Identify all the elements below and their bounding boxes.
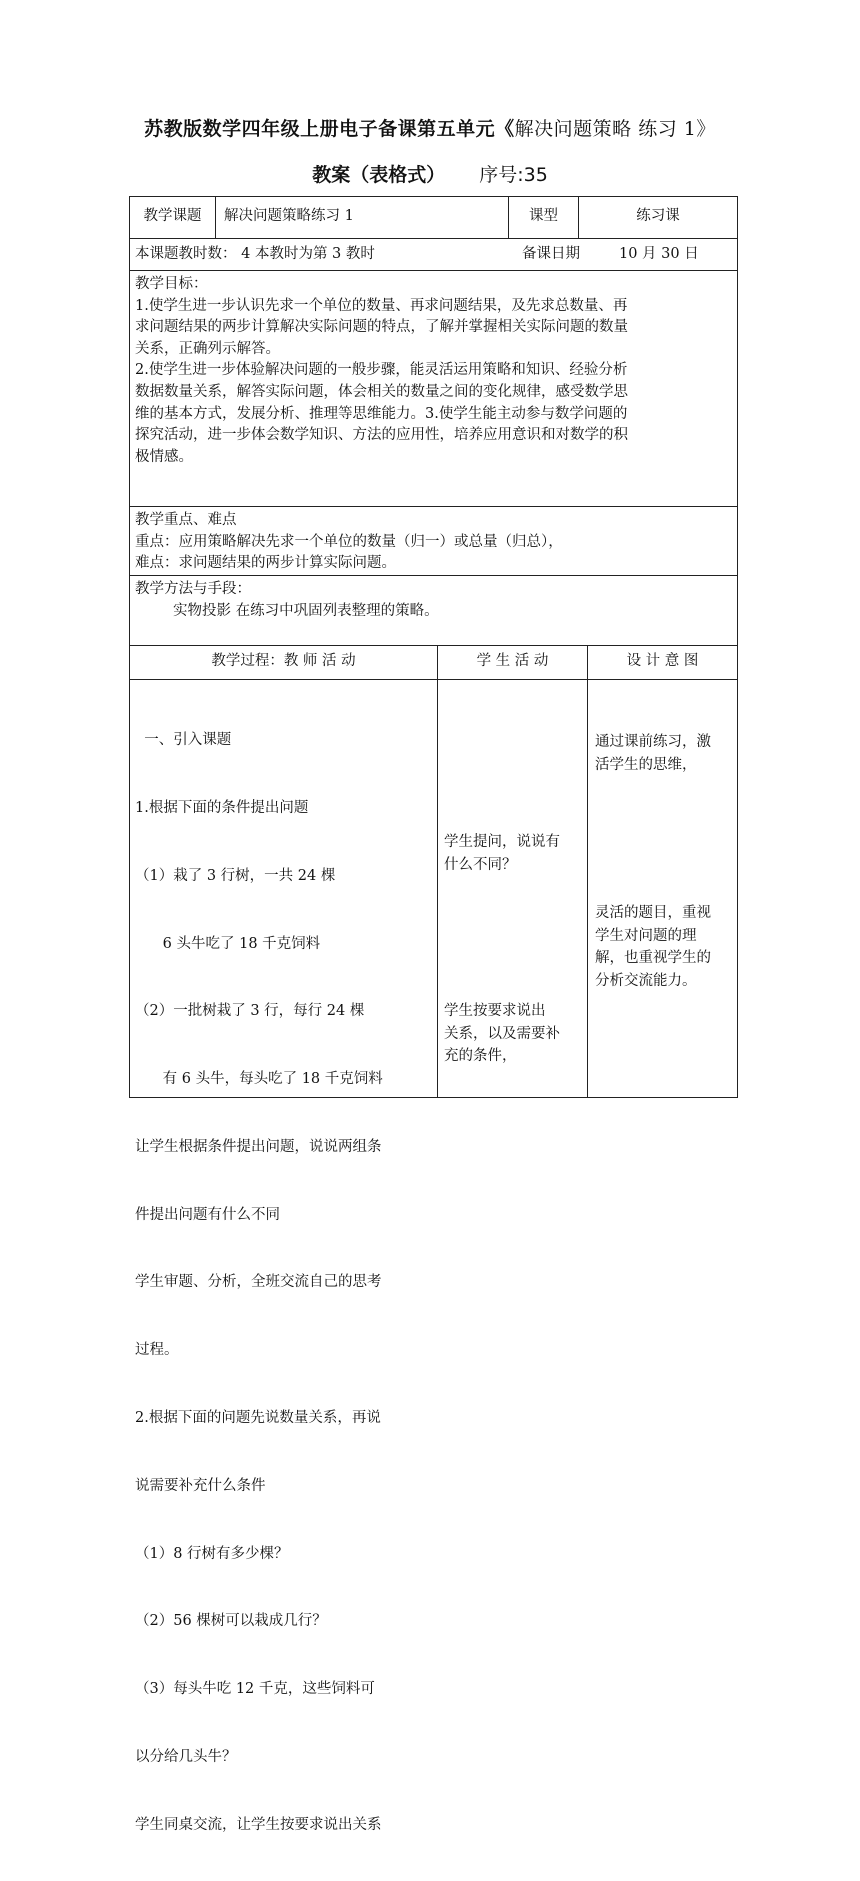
teacher-line: 说需要补充什么条件 (135, 1477, 266, 1494)
methods-line: 实物投影 在练习中巩固列表整理的策略。 (173, 602, 439, 619)
lesson-type-value: 练习课 (636, 208, 680, 224)
design-intent-block (595, 731, 711, 776)
key-points-section (135, 510, 563, 575)
teacher-line: （3）每头牛吃 12 千克，这些饲料可 (135, 1681, 375, 1698)
title-bold-part: 苏教版数学四年级上册电子备课第五单元《 (144, 118, 515, 140)
key-points-heading: 教学重点、难点 (135, 512, 237, 528)
design-line: 解，也重视学生的 (595, 950, 711, 967)
design-intent-block (595, 902, 711, 992)
column-divider (587, 645, 588, 1098)
objective-line: 数据数量关系，解答实际问题，体会相关的数量之间的变化规律，感受数学思 (135, 383, 628, 400)
row-divider (129, 679, 738, 680)
lesson-hours-info: 本课题教时数： 4 本教时为第 3 教时 (135, 246, 375, 262)
row-divider (129, 270, 738, 271)
row-divider (129, 506, 738, 507)
teacher-line: 2.根据下面的问题先说数量关系，再说 (135, 1410, 381, 1426)
objective-line: 极情感。 (135, 448, 193, 465)
document-title (0, 114, 860, 141)
student-line: 关系，以及需要补 (444, 1025, 560, 1042)
process-col-student-heading: 学 生 活 动 (476, 653, 549, 669)
label-prep-date: 备课日期 (522, 246, 580, 262)
student-activity-block (444, 1000, 560, 1068)
label-lesson-topic: 教学课题 (143, 208, 202, 224)
design-line: 灵活的题目，重视 (595, 905, 711, 921)
column-divider (215, 196, 216, 238)
design-line: 活学生的思维， (595, 756, 697, 773)
teacher-activities (135, 684, 383, 1881)
teacher-line: 一、引入课题 (135, 732, 232, 749)
teacher-line: （2）56 棵树可以栽成几行？ (135, 1613, 327, 1630)
objective-line: 1.使学生进一步认识先求一个单位的数量、再求问题结果，及先求总数量、再 (135, 297, 628, 314)
teacher-line: 有 6 头牛，每头吃了 18 千克饲料 (135, 1071, 383, 1088)
teacher-line: （2）一批树栽了 3 行，每行 24 棵 (135, 1003, 365, 1020)
teacher-line: 过程。 (135, 1342, 179, 1359)
objective-line: 探究活动，进一步体会数学知识、方法的应用性，培养应用意识和对数学的积 (135, 427, 628, 444)
prep-date-value: 10 月 30 日 (619, 246, 699, 262)
methods-heading: 教学方法与手段： (135, 581, 251, 597)
student-activity-block (444, 831, 560, 876)
row-divider (129, 238, 738, 239)
student-line: 学生提问，说说有 (444, 834, 560, 850)
objectives-heading: 教学目标： (135, 276, 208, 292)
teacher-line: 以分给几头牛？ (135, 1748, 237, 1765)
key-point-line: 重点：应用策略解决先求一个单位的数量（归一）或总量（归总）， (135, 533, 563, 550)
design-line: 学生对问题的理 (595, 927, 697, 944)
column-divider (437, 645, 438, 1098)
label-lesson-type: 课型 (529, 208, 558, 224)
lesson-topic-value: 解决问题策略练习 1 (224, 208, 354, 224)
student-line: 学生按要求说出 (444, 1003, 546, 1019)
objective-line: 求问题结果的两步计算解决实际问题的特点，了解并掌握相关实际问题的数量 (135, 319, 628, 336)
subtitle-serial-number: 序号:35 (479, 164, 548, 186)
row-divider (129, 575, 738, 576)
objective-line: 关系，正确列示解答。 (135, 340, 280, 357)
design-line: 通过课前练习，激 (595, 734, 711, 750)
document-subtitle (0, 160, 860, 187)
teacher-line: 6 头牛吃了 18 千克饲料 (135, 935, 321, 952)
teacher-line: 学生同桌交流，让学生按要求说出关系 (135, 1816, 382, 1833)
methods-section (135, 579, 439, 622)
objectives-section (135, 274, 628, 468)
teacher-line: 让学生根据条件提出问题，说说两组条 (135, 1138, 382, 1155)
objective-line: 2.使学生进一步体验解决问题的一般步骤，能灵活运用策略和知识、经验分析 (135, 362, 628, 379)
design-line: 分析交流能力。 (595, 972, 697, 989)
teacher-line: 学生审题、分析，全班交流自己的思考 (135, 1274, 382, 1291)
title-light-part: 解决问题策略 练习 1》 (514, 118, 716, 140)
student-line: 什么不同？ (444, 856, 517, 873)
objective-line: 维的基本方式，发展分析、推理等思维能力。3.使学生能主动参与数学问题的 (135, 405, 628, 422)
teacher-line: 件提出问题有什么不同 (135, 1206, 280, 1223)
teacher-line: （1）8 行树有多少棵？ (135, 1545, 289, 1562)
student-line: 充的条件， (444, 1048, 517, 1065)
key-point-line: 难点：求问题结果的两步计算实际问题。 (135, 555, 396, 572)
teacher-line: 1.根据下面的条件提出问题 (135, 799, 309, 816)
row-divider (129, 645, 738, 646)
teacher-line: （1）栽了 3 行树，一共 24 棵 (135, 867, 336, 884)
process-col-teacher-heading: 教学过程：教 师 活 动 (211, 653, 356, 669)
process-col-design-heading: 设 计 意 图 (626, 653, 699, 669)
subtitle-plan-type: 教案（表格式） (312, 164, 446, 186)
